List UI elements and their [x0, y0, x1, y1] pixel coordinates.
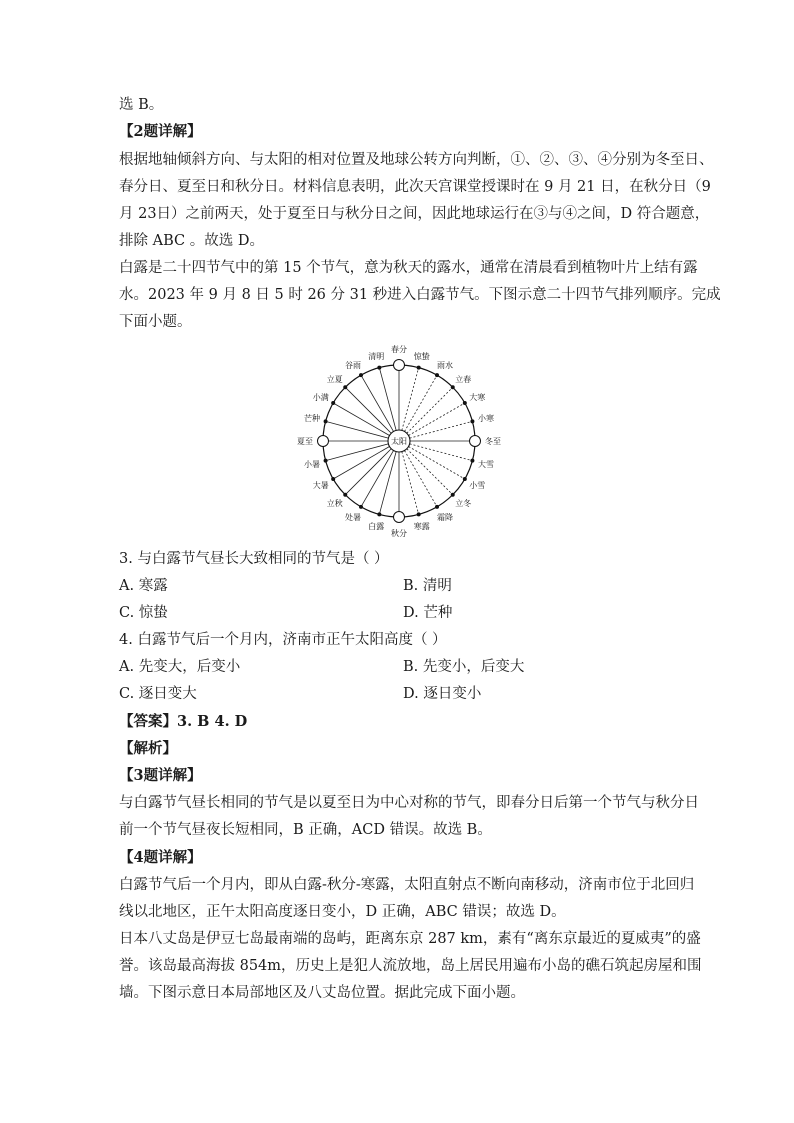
term-label: 夏至	[297, 437, 313, 446]
solar-terms-diagram	[277, 338, 517, 544]
term-dot	[435, 505, 439, 509]
text-line: 下面小题。	[119, 314, 192, 330]
text-line: 排除 ABC 。故选 D。	[119, 233, 264, 249]
question-3: 3. 与白露节气昼长大致相同的节气是（ ）	[119, 551, 389, 567]
term-dot	[343, 385, 347, 389]
term-label: 秋分	[391, 529, 407, 538]
term-label: 惊蛰	[413, 351, 430, 361]
term-dot	[343, 493, 347, 497]
text-line: 白露是二十四节气中的第 15 个节气，意为秋天的露水，通常在清晨看到植物叶片上结有露	[119, 260, 698, 276]
term-dot	[359, 505, 363, 509]
term-label: 谷雨	[345, 360, 361, 370]
term-label: 小寒	[478, 414, 495, 424]
answer-line: 【答案】3. B 4. D	[119, 713, 248, 730]
term-label: 立秋	[326, 499, 343, 509]
term-label: 小暑	[303, 459, 320, 469]
term-line	[347, 449, 392, 494]
term-label: 清明	[368, 351, 385, 361]
term-dot	[359, 373, 363, 377]
term-line	[347, 389, 392, 434]
text-line: 日本八丈岛是伊豆七岛最南端的岛屿，距离东京 287 km，素有“离东京最近的夏威夷”的盛	[119, 931, 701, 947]
term-dot	[470, 419, 474, 423]
term-label: 大雪	[478, 459, 495, 469]
text-line: 前一个节气昼夜长短相同，B 正确，ACD 错误。故选 B。	[119, 822, 492, 838]
term-line	[409, 404, 464, 436]
term-label: 雨水	[437, 360, 453, 370]
term-label: 大暑	[312, 481, 329, 490]
major-term-marker	[318, 436, 329, 447]
term-line	[405, 451, 437, 506]
text-line: 白露节气后一个月内，即从白露-秋分-寒露，太阳直射点不断向南移动，济南市位于北回归	[119, 877, 695, 893]
term-label: 大寒	[469, 393, 486, 402]
term-dot	[451, 493, 455, 497]
section-heading: 【2题详解】	[119, 123, 202, 140]
major-term-marker	[470, 436, 481, 447]
option-4a: A. 先变大，后变小	[119, 659, 241, 675]
term-line	[407, 449, 452, 494]
term-line	[407, 389, 452, 434]
text-line: 水。2023 年 9 月 8 日 5 时 26 分 31 秒进入白露节气。下图示意二十四节气排列顺序。完成	[119, 287, 721, 303]
term-dot	[377, 366, 381, 370]
term-line	[410, 444, 471, 460]
term-dot	[417, 366, 421, 370]
major-term-marker	[394, 360, 405, 371]
option-3c: C. 惊蛰	[119, 605, 168, 621]
text-line: 选 B。	[119, 97, 164, 113]
text-line: 根据地轴倾斜方向、与太阳的相对位置及地球公转方向判断，①、②、③、④分别为冬至日、	[119, 152, 714, 168]
term-label: 春分	[391, 345, 407, 354]
term-dot	[463, 401, 467, 405]
term-label: 霜降	[437, 513, 453, 523]
term-dot	[417, 512, 421, 516]
term-line	[402, 452, 418, 513]
option-3a: A. 寒露	[119, 578, 168, 594]
option-3d: D. 芒种	[403, 605, 453, 621]
term-dot	[435, 373, 439, 377]
text-line: 线以北地区，正午太阳高度逐日变小，D 正确，ABC 错误；故选 D。	[119, 904, 566, 920]
term-dot	[463, 477, 467, 481]
text-line: 月 23日）之前两天，处于夏至日与秋分日之间，因此地球运行在③与④之间，D 符合题意，	[119, 206, 710, 222]
text-line: 与白露节气昼长相同的节气是以夏至日为中心对称的节气，即春分日后第一个节气与秋分日	[119, 795, 699, 811]
term-label: 立春	[455, 374, 472, 384]
term-dot	[377, 512, 381, 516]
q3-detail-heading: 【3题详解】	[119, 767, 202, 784]
option-4d: D. 逐日变小	[403, 686, 482, 702]
option-3b: B. 清明	[403, 578, 452, 594]
term-label: 芒种	[303, 414, 320, 424]
term-dot	[451, 385, 455, 389]
term-label: 白露	[368, 522, 385, 532]
term-label: 小满	[312, 393, 329, 402]
term-line	[410, 422, 471, 438]
term-line	[405, 377, 437, 432]
q4-detail-heading: 【4题详解】	[119, 849, 202, 866]
sun-label: 太阳	[391, 437, 407, 446]
analysis-heading: 【解析】	[119, 740, 177, 757]
term-label: 处暑	[345, 513, 361, 523]
major-term-marker	[394, 512, 405, 523]
text-line: 春分日、夏至日和秋分日。材料信息表明，此次天宫课堂授课时在 9 月 21 日，在秋分日（9	[119, 179, 711, 195]
term-dot	[324, 459, 328, 463]
term-line	[402, 370, 418, 431]
term-dot	[324, 419, 328, 423]
term-label: 小雪	[469, 481, 486, 490]
term-dot	[470, 459, 474, 463]
option-4c: C. 逐日变大	[119, 686, 197, 702]
question-4: 4. 白露节气后一个月内，济南市正午太阳高度（ ）	[119, 632, 447, 648]
term-label: 立冬	[455, 499, 472, 509]
term-label: 寒露	[413, 522, 430, 532]
term-label: 冬至	[485, 437, 501, 446]
term-dot	[331, 401, 335, 405]
text-line: 誉。该岛最高海拔 854m，历史上是犯人流放地，岛上居民用遍布小岛的礁石筑起房屋和围	[119, 958, 702, 974]
option-4b: B. 先变小，后变大	[403, 659, 525, 675]
term-dot	[331, 477, 335, 481]
text-line: 墙。下图示意日本局部地区及八丈岛位置。据此完成下面小题。	[119, 985, 525, 1001]
term-line	[409, 447, 464, 479]
term-label: 立夏	[326, 374, 343, 384]
